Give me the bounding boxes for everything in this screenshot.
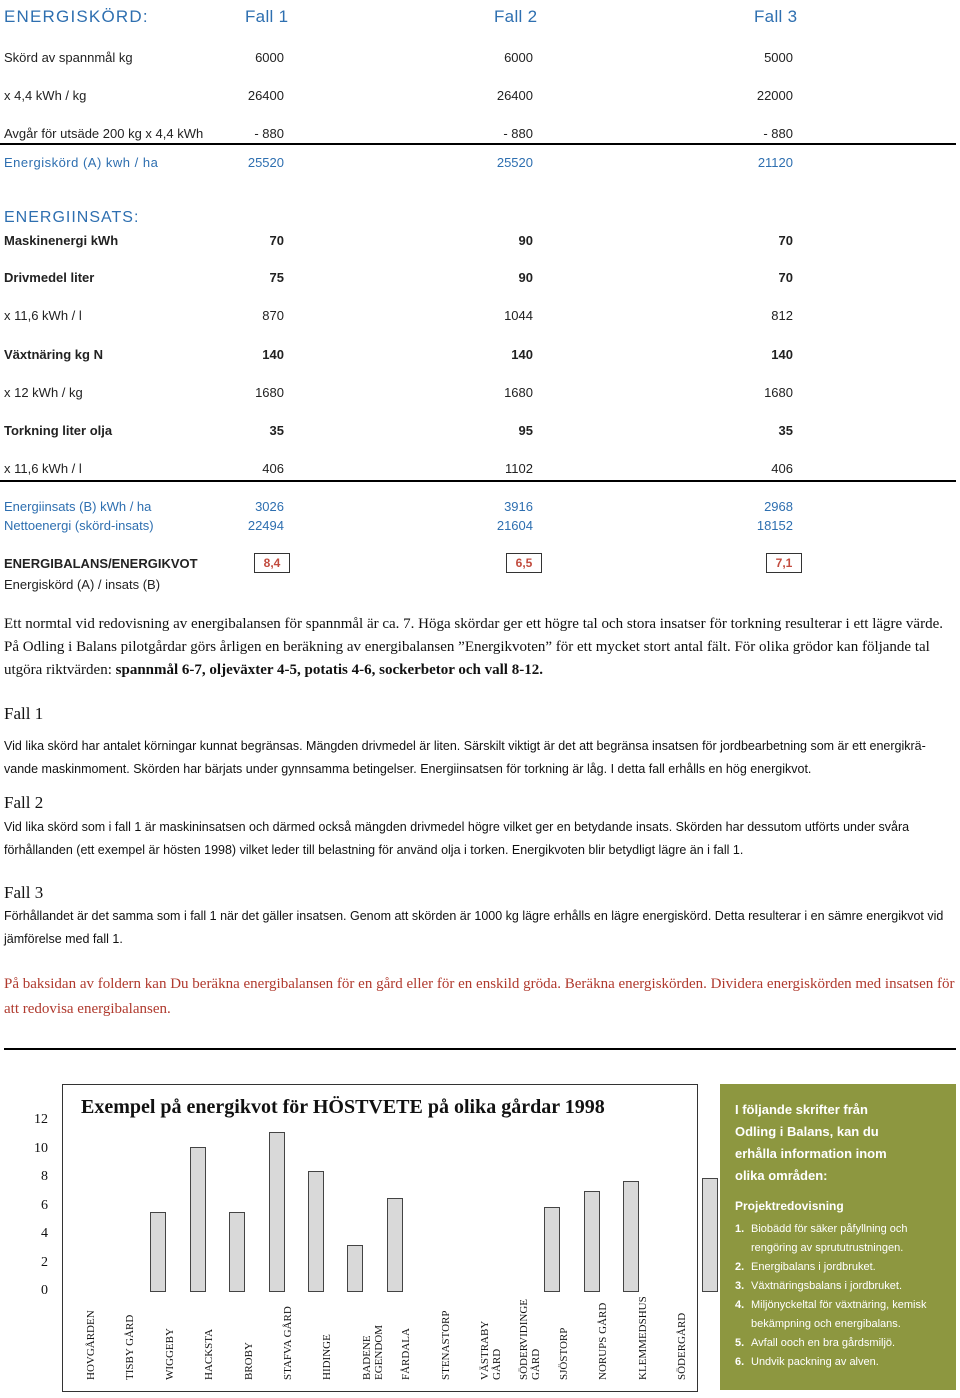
sidebar-list (735, 1220, 945, 1372)
fall-3-text: Förhållandet är det samma som i fall 1 när det gäller insatsen. Genom att skörden är 1000 kg lägre erhålls en lägre energiskörd. Detta resulterar i en sämre energikvot vid jämförelse med fall 1. (4, 909, 944, 946)
table-cell: 406 (771, 461, 793, 476)
list-item (735, 1353, 945, 1372)
table-cell: 35 (778, 423, 793, 438)
case-header-2: Fall 2 (494, 7, 538, 26)
list-text: Avfall ooch en bra gårdsmiljö. (751, 1337, 896, 1349)
row-label: Torkning liter olja (4, 423, 113, 438)
y-tick-label: 4 (41, 1226, 48, 1241)
table-cell: - 880 (503, 126, 533, 141)
table-cell: - 880 (254, 126, 284, 141)
list-number: 3. (735, 1280, 745, 1292)
x-tick-label: SÖDERVIDINGE GÅRD (518, 1298, 543, 1380)
row-label: Maskinenergi kWh (4, 233, 119, 248)
back-side-note: På baksidan av foldern kan Du beräkna energibalansen för en gård eller för en enskild gröda. Beräkna energiskörden. Dividera energiskörden med insatsen för att redovisa energibalansen. (4, 976, 955, 1017)
table-cell: 1044 (504, 308, 533, 323)
x-tick-label: TISBY GÅRD (124, 1314, 137, 1380)
table-cell: 70 (778, 233, 793, 248)
y-tick-label: 2 (41, 1254, 48, 1270)
intro-paragraph (4, 613, 956, 682)
list-number: 4. (735, 1299, 745, 1311)
list-text: Biobädd för säker påfyllning och rengöring av sprututrustningen. (751, 1223, 908, 1254)
row-label: Nettoenergi (skörd-insats) (4, 518, 154, 533)
table-cell: 70 (269, 233, 284, 248)
y-tick-label: 12 (34, 1112, 48, 1127)
chart-bar (269, 1132, 285, 1292)
list-text: Miljönyckeltal för växtnäring, kemisk bekämpning och energibalans. (751, 1299, 927, 1330)
table-cell: 1680 (255, 385, 284, 400)
table-cell: 22000 (756, 88, 793, 103)
chart-title: Exempel på energikvot för HÖSTVETE på olika gårdar 1998 (81, 1096, 605, 1118)
table-cell: 140 (771, 347, 793, 362)
table-cell: 6000 (255, 50, 284, 65)
chart-bar (150, 1212, 166, 1292)
fall-1-heading: Fall 1 (4, 704, 44, 723)
row-label: x 11,6 kWh / l (4, 461, 82, 476)
list-item (735, 1277, 945, 1296)
table-cell: 6000 (504, 50, 533, 65)
chart-bar (229, 1212, 245, 1292)
y-tick-label: 0 (41, 1283, 48, 1298)
list-item (735, 1296, 945, 1334)
x-tick-label: WIGGEBY (163, 1328, 176, 1380)
list-text: Växtnäringsbalans i jordbruket. (751, 1280, 903, 1292)
table-cell: 5000 (764, 50, 793, 65)
row-label: Växtnäring kg N (4, 347, 103, 362)
fall-3-heading: Fall 3 (4, 883, 44, 902)
y-tick-label: 10 (34, 1140, 48, 1156)
list-item (735, 1220, 945, 1258)
row-label: Avgår för utsäde 200 kg x 4,4 kWh (4, 126, 204, 141)
table-cell: 406 (262, 461, 284, 476)
row-label: Skörd av spannmål kg (4, 50, 133, 65)
list-number: 5. (735, 1337, 745, 1349)
x-tick-label: SÖDERGÅRD (676, 1312, 688, 1380)
chart-bar (623, 1181, 639, 1292)
x-tick-label: SJÖSTORP (557, 1327, 570, 1380)
table-cell: 26400 (247, 88, 284, 103)
row-label: x 4,4 kWh / kg (4, 88, 87, 103)
row-label: x 11,6 kWh / l (4, 308, 82, 323)
x-tick-label: FÅRDALA (400, 1328, 413, 1380)
case-header-1: Fall 1 (245, 7, 289, 26)
x-tick-label: STENASTORP (439, 1310, 452, 1380)
list-item (735, 1258, 945, 1277)
table-cell: 21604 (496, 518, 533, 533)
energiskord-title: ENERGISKÖRD: (4, 7, 149, 26)
table-cell: 25520 (496, 155, 533, 170)
divider (0, 480, 956, 482)
list-text: Energibalans i jordbruket. (751, 1261, 876, 1273)
list-number: 2. (735, 1261, 745, 1273)
table-cell: 90 (518, 233, 533, 248)
table-cell: 140 (511, 347, 533, 362)
table-cell: 21120 (757, 155, 793, 170)
energiinsats-title: ENERGIINSATS: (4, 209, 140, 226)
x-tick-label: STAFVA GÅRD (282, 1306, 294, 1380)
fall-2-text: Vid lika skörd som i fall 1 är maskininsatsen och därmed också mängden drivmedel högre vilket ger en betydande insats. Skörden har dessutom utförts under svåra förhållanden (ett exempel är hösten 1998) vilket leder till belastning för använd olja i torken. Energikvoten blir betydligt lägre än i fall 1. (4, 820, 910, 857)
x-tick-label: VÄSTRABY GÅRD (479, 1321, 503, 1380)
divider (0, 143, 956, 145)
y-tick-label: 6 (41, 1197, 48, 1213)
list-text: Undvik packning av alven. (751, 1356, 879, 1368)
chart-bar (190, 1147, 206, 1292)
row-label: Energiinsats (B) kWh / ha (4, 499, 152, 514)
intro-text: Ett normtal vid redovisning av energibalansen för spannmål är ca. 7. Höga skördar ger ett högre tal och stora insatser för torkning resulterar i ett lägre värde. På Odling i Balans pilotgårdar görs årligen en beräkning av energibalansen ”Energikvoten” för ett mycket stort antal fält. För olika grödor kan följande tal utgöra riktvärden: (4, 616, 943, 678)
x-tick-label: KLEMMEDSHUS (636, 1296, 649, 1380)
chart-bar (308, 1171, 324, 1292)
x-tick-label: BADENE EGENDOM (360, 1325, 385, 1380)
energibalans-label: ENERGIBALANS/ENERGIKVOT (4, 556, 198, 571)
list-number: 1. (735, 1223, 745, 1235)
table-cell: 1102 (505, 461, 533, 476)
table-cell: - 880 (763, 126, 793, 141)
table-cell: 1680 (764, 385, 793, 400)
table-cell: 26400 (496, 88, 533, 103)
row-label: Energiskörd (A) kwh / ha (4, 155, 159, 170)
sidebar-heading: Projektredovisning (735, 1199, 844, 1213)
energikvot-value-1: 8,4 (254, 553, 290, 573)
energibalans-sublabel: Energiskörd (A) / insats (B) (4, 577, 161, 592)
row-label: Drivmedel liter (4, 270, 95, 285)
table-cell: 35 (269, 423, 284, 438)
intro-benchmarks: spannmål 6-7, oljeväxter 4-5, potatis 4-6, sockerbetor och vall 8-12. (115, 662, 543, 678)
list-number: 6. (735, 1356, 745, 1368)
table-cell: 22494 (247, 518, 284, 533)
x-tick-label: HIDINGE (321, 1334, 334, 1380)
table-cell: 812 (771, 308, 793, 323)
chart-bar (387, 1198, 403, 1292)
table-cell: 140 (262, 347, 284, 362)
table-cell: 75 (269, 270, 284, 285)
energikvot-value-2: 6,5 (506, 553, 542, 573)
table-cell: 3026 (255, 499, 284, 514)
y-tick-label: 8 (41, 1169, 48, 1184)
x-tick-label: HOVGÅRDEN (85, 1310, 97, 1380)
fall-2-heading: Fall 2 (4, 793, 44, 812)
case-header-3: Fall 3 (754, 7, 798, 26)
table-cell: 1680 (504, 385, 533, 400)
table-cell: 2968 (764, 499, 793, 514)
table-cell: 870 (262, 308, 284, 323)
x-tick-label: HACKSTA (203, 1328, 216, 1380)
chart-bar (347, 1245, 363, 1292)
chart-bar (544, 1207, 560, 1293)
fall-1-text: Vid lika skörd har antalet körningar kunnat begränsas. Mängden drivmedel är liten. Särskilt viktigt är det att begränsa insatsen för jordbearbetning som är ett energikrä-vande maskinmoment. Skörden har bärjats under gynnsamma betingelser. Energiinsatsen för torkning är låg. I detta fall erhålls en hög energikvot. (4, 739, 926, 776)
table-cell: 70 (778, 270, 793, 285)
table-cell: 18152 (756, 518, 793, 533)
table-cell: 3916 (504, 499, 533, 514)
chart-bar (702, 1178, 718, 1292)
table-cell: 25520 (247, 155, 284, 170)
publications-sidebar (720, 1084, 956, 1390)
list-item (735, 1334, 945, 1353)
divider (4, 1048, 956, 1050)
energikvot-value-3: 7,1 (766, 553, 802, 573)
row-label: x 12 kWh / kg (4, 385, 83, 400)
x-tick-label: BROBY (242, 1342, 255, 1380)
chart-bar (584, 1191, 600, 1292)
sidebar-intro: I följande skrifter från Odling i Balans, kan du erhålla information inom olika områden: (735, 1102, 887, 1183)
table-cell: 95 (518, 423, 533, 438)
x-tick-label: NORUPS GÅRD (597, 1302, 610, 1380)
table-cell: 90 (518, 270, 533, 285)
